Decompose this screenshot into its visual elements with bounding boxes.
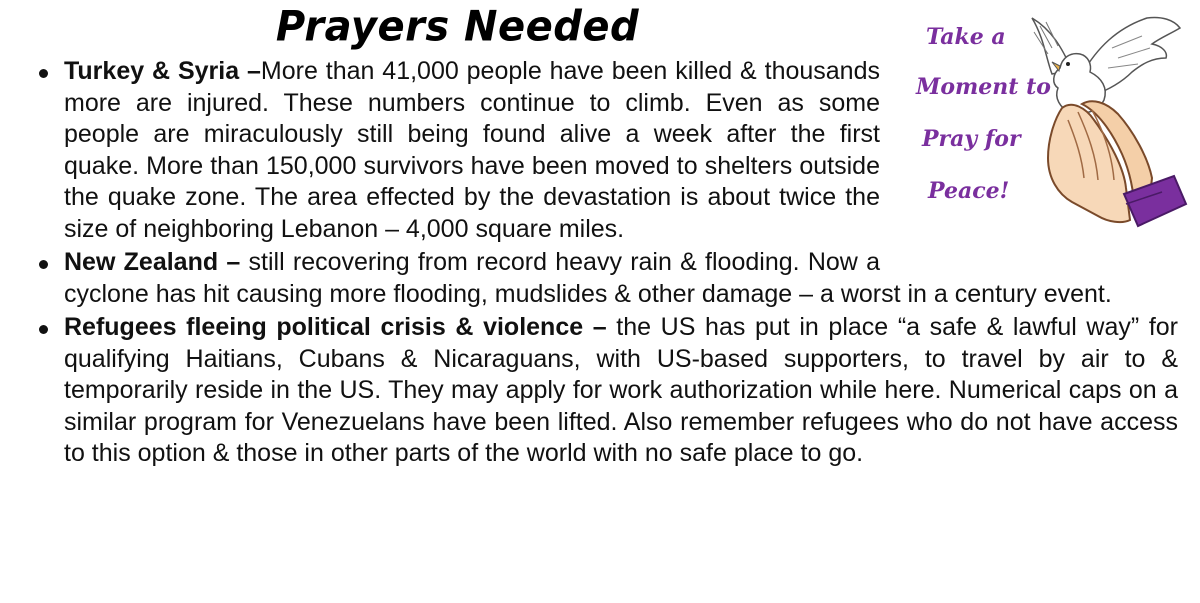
item-heading: Refugees fleeing political crisis & violence – (64, 313, 607, 341)
list-item (38, 56, 1178, 245)
page-title: Prayers Needed (275, 2, 640, 52)
list-item (38, 312, 1178, 470)
prayer-list (38, 56, 1178, 472)
list-item (38, 247, 1178, 310)
bullet-icon (39, 325, 48, 334)
item-body: More than 41,000 people have been killed & thousands more are injured. These numbers continue to climb. Even as some people are miraculously still being found alive a week after the first quake. More than 150,000 survivors have been moved to shelters outside the quake zone. The area effected by the devastation is about twice the size of neighboring Lebanon – 4,000 square miles. (64, 57, 880, 243)
item-body: still recovering from record heavy rain & flooding. Now a cyclone has hit causing more flooding, mudslides & other damage – a worst in a century event. (64, 248, 1112, 308)
item-body: the US has put in place “a safe & lawful way” for qualifying Haitians, Cubans & Nicaraguans, with US-based supporters, to travel by air to & temporarily reside in the US. They may apply for work authorization while here. Numerical caps on a similar program for Venezuelans have been lifted. Also remember refugees who do not have access to this option & those in other parts of the world with no safe place to go. (64, 313, 1178, 467)
clipart-text-line-4: Peace! (928, 178, 1010, 204)
item-heading: New Zealand – (64, 248, 241, 276)
bullet-icon (39, 260, 48, 269)
clipart-text-line-3: Pray for (922, 126, 1021, 152)
bullet-icon (39, 69, 48, 78)
clipart-text-line-2: Moment to (916, 74, 1051, 100)
item-heading: Turkey & Syria – (64, 57, 261, 85)
clipart-text-line-1: Take a (926, 24, 1006, 50)
